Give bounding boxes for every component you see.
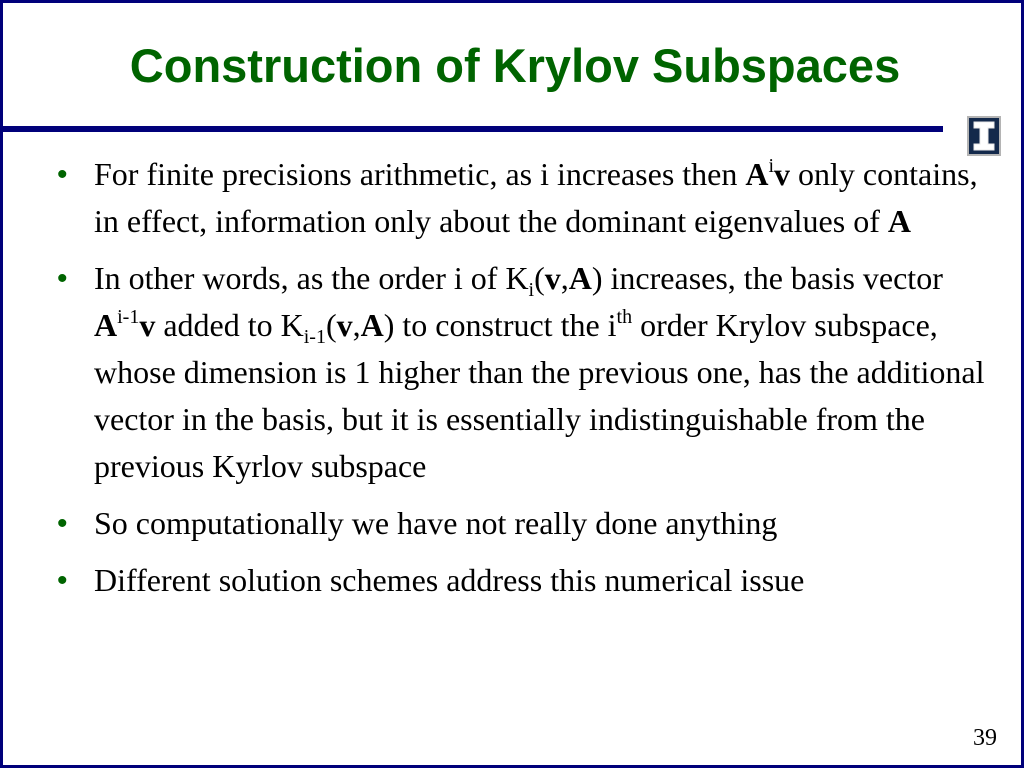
bullet-item: • In other words, as the order i of $K_i(v,A)$ increases, the basis vector $A^{i-1}v$ added to $K_{i-1}(v,A)$ to construct the $i^{th}$ order Krylov subspace, whose dimension is 1 higher than the previous one, has the additional vector in the basis, but it is essentially indistinguishable from the previous Kyrlov subspace — [55, 255, 985, 490]
bullet-dot-icon: • — [57, 158, 68, 191]
block-i-icon — [973, 121, 995, 151]
bullet-dot-icon: • — [57, 262, 68, 295]
bullet-list — [55, 151, 985, 614]
bullet-dot-icon: • — [57, 564, 68, 597]
bullet-dot-icon: • — [57, 507, 68, 540]
bullet-item: • For finite precisions arithmetic, as i increases then $A^iv$ only contains, in effect, information only about the dominant eigenvalues of A — [55, 151, 985, 245]
university-logo-icon — [967, 116, 1001, 156]
title-divider — [3, 126, 943, 132]
bullet-item: • Different solution schemes address this numerical issue — [55, 557, 985, 604]
slide-title: Construction of Krylov Subspaces — [129, 39, 901, 92]
bullet-item: • So computationally we have not really done anything — [55, 500, 985, 547]
page-number: 39 — [973, 725, 997, 751]
